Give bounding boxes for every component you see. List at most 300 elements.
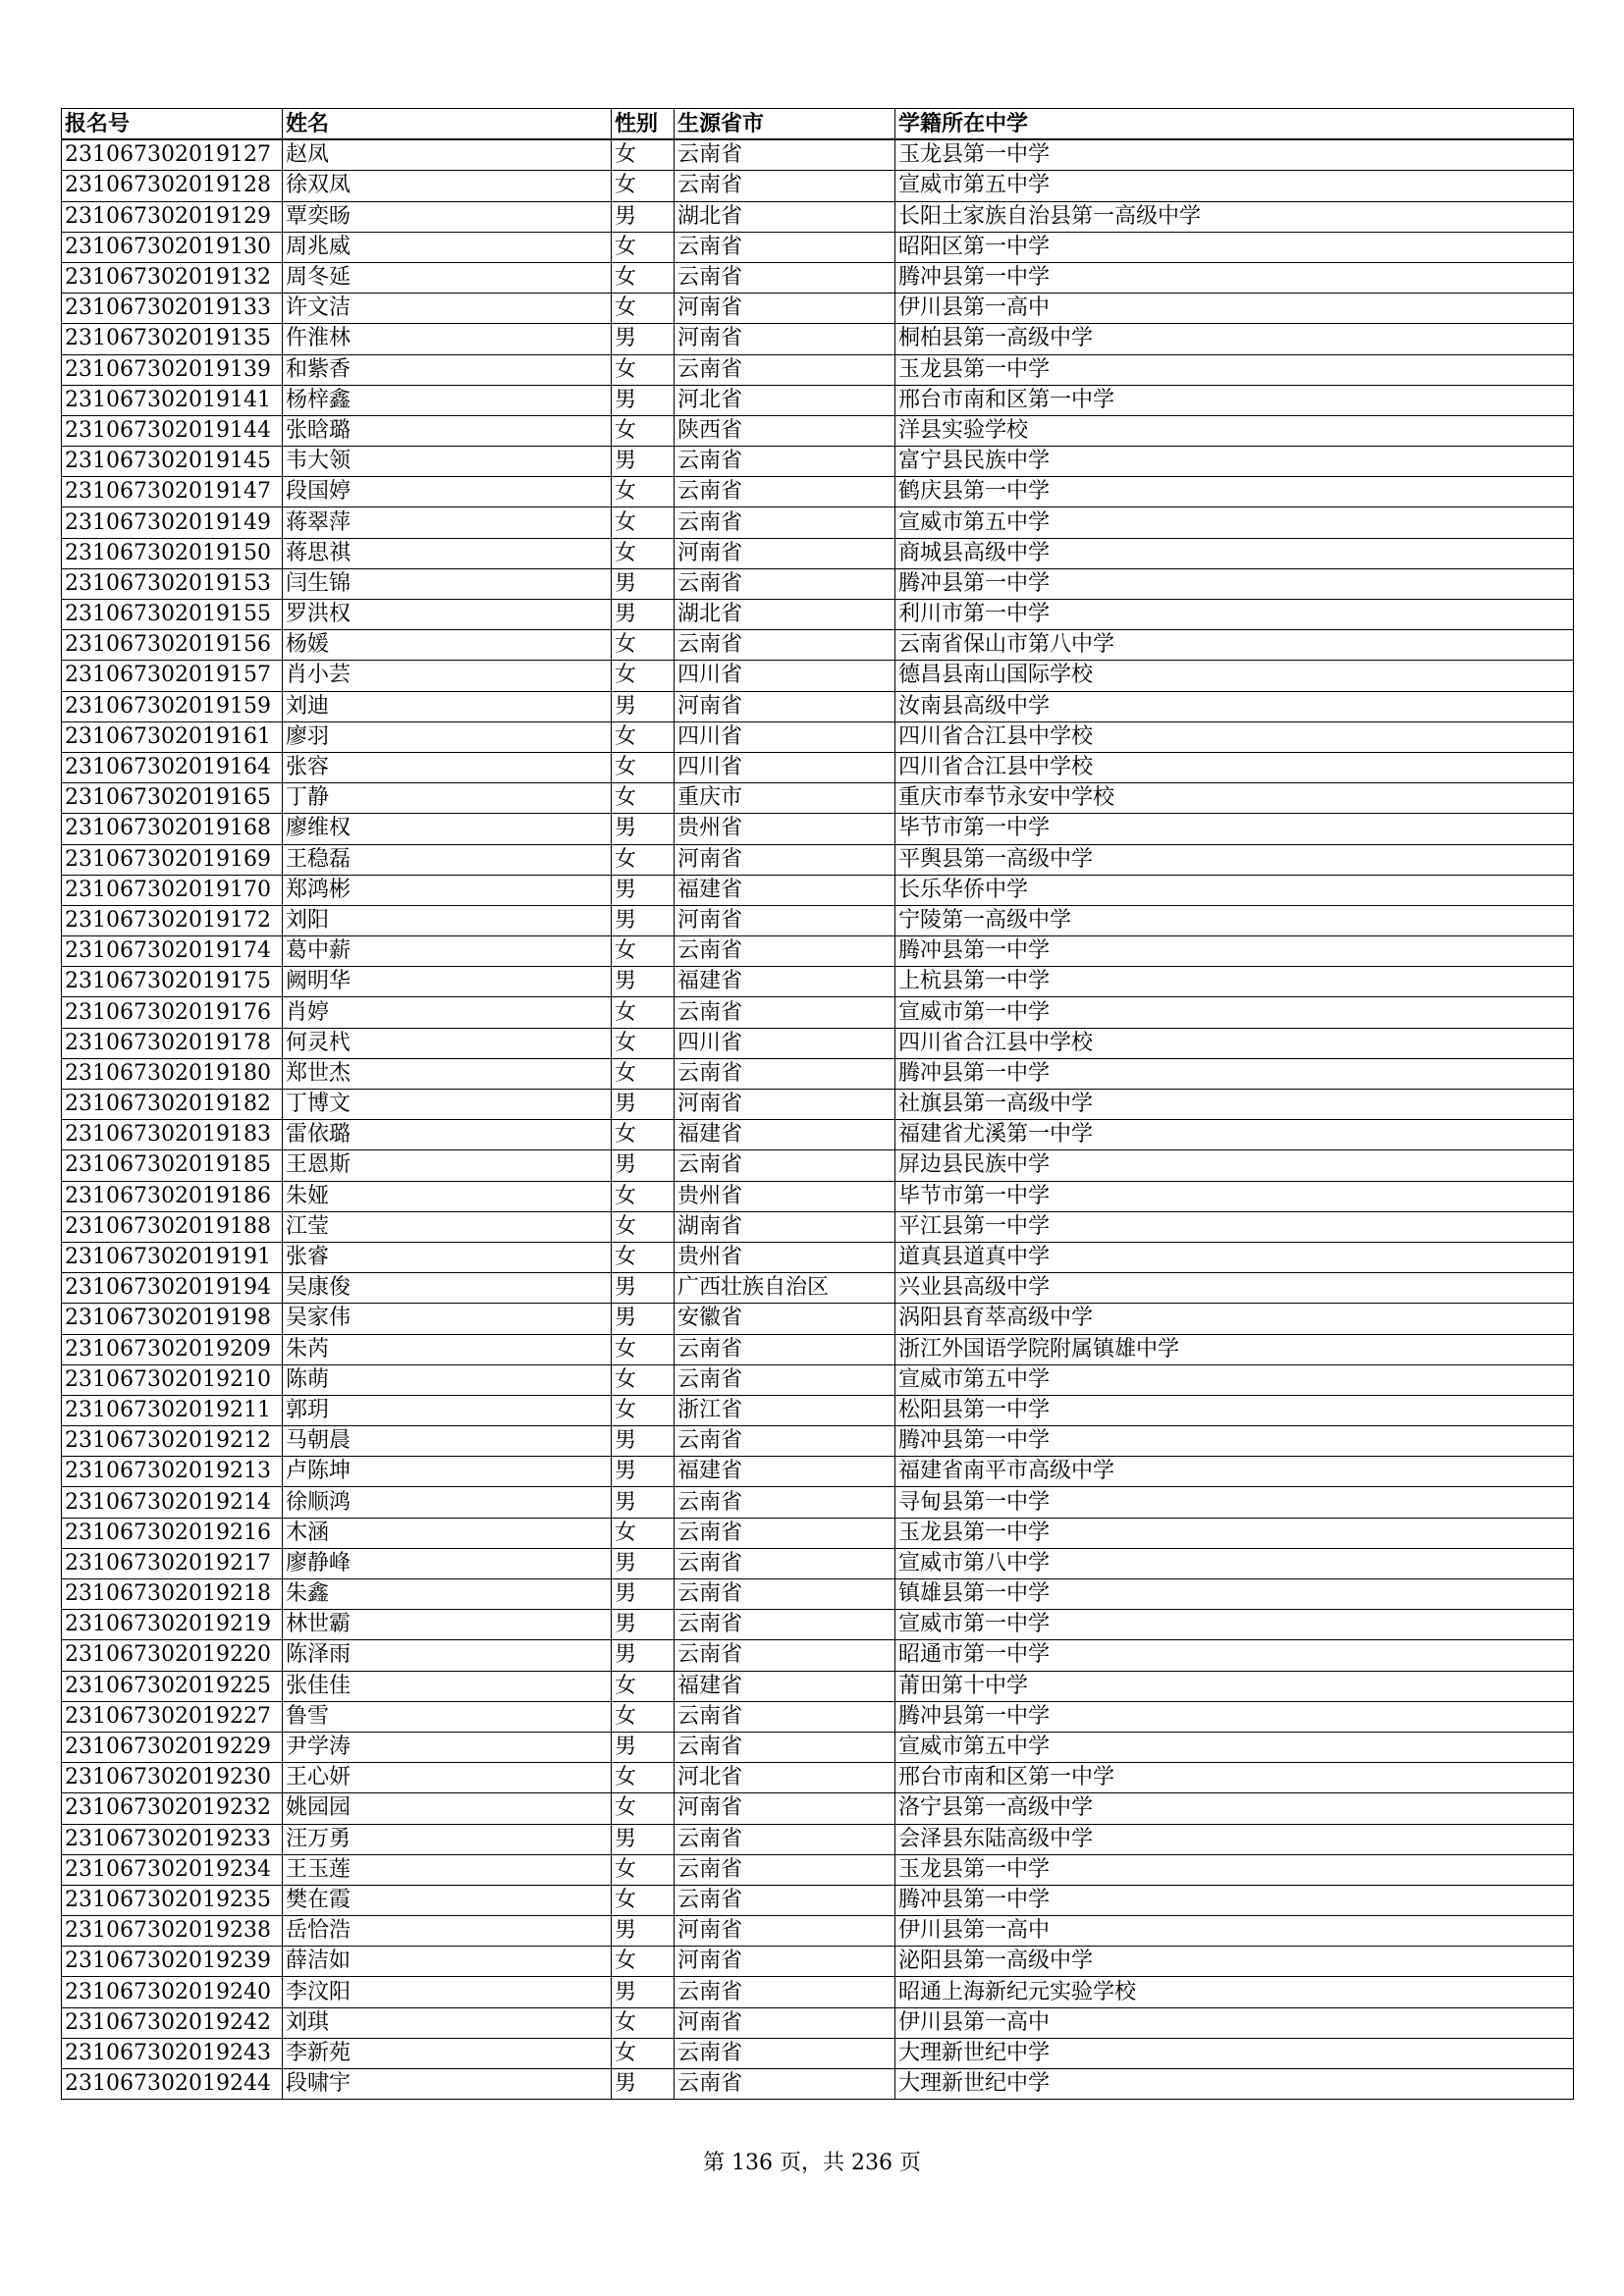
name-cell: 和紫香 <box>283 354 612 385</box>
registration-number-cell: 231067302019194 <box>62 1273 283 1304</box>
school-cell: 伊川县第一高中 <box>895 2007 1574 2038</box>
school-cell: 福建省南平市高级中学 <box>895 1457 1574 1487</box>
table-row <box>62 1304 1574 1334</box>
header-province: 生源省市 <box>675 109 895 140</box>
school-cell: 伊川县第一高中 <box>895 1916 1574 1947</box>
province-cell: 四川省 <box>675 661 895 691</box>
school-cell: 鹤庆县第一中学 <box>895 477 1574 507</box>
name-cell: 朱娅 <box>283 1181 612 1211</box>
school-cell: 长阳土家族自治县第一高级中学 <box>895 201 1574 232</box>
name-cell: 雷依璐 <box>283 1120 612 1150</box>
table-row <box>62 1273 1574 1304</box>
registration-number-cell: 231067302019191 <box>62 1242 283 1272</box>
school-cell: 昭通市第一中学 <box>895 1640 1574 1671</box>
province-cell: 云南省 <box>675 1150 895 1181</box>
registration-number-cell: 231067302019210 <box>62 1364 283 1395</box>
name-cell: 许文洁 <box>283 294 612 324</box>
registration-number-cell: 231067302019164 <box>62 752 283 782</box>
school-cell: 腾冲县第一中学 <box>895 1885 1574 1915</box>
name-cell: 蒋思祺 <box>283 538 612 568</box>
province-cell: 重庆市 <box>675 783 895 814</box>
province-cell: 云南省 <box>675 630 895 661</box>
province-cell: 贵州省 <box>675 1181 895 1211</box>
school-cell: 富宁县民族中学 <box>895 447 1574 477</box>
table-row <box>62 1150 1574 1181</box>
gender-cell: 男 <box>612 1977 675 2007</box>
table-row <box>62 691 1574 721</box>
gender-cell: 女 <box>612 1242 675 1272</box>
province-cell: 云南省 <box>675 2038 895 2068</box>
registration-number-cell: 231067302019178 <box>62 1028 283 1058</box>
gender-cell: 女 <box>612 1395 675 1425</box>
table-row <box>62 967 1574 997</box>
province-cell: 云南省 <box>675 568 895 599</box>
name-cell: 郭玥 <box>283 1395 612 1425</box>
table-row <box>62 568 1574 599</box>
registration-number-cell: 231067302019170 <box>62 875 283 905</box>
school-cell: 德昌县南山国际学校 <box>895 661 1574 691</box>
name-cell: 马朝晨 <box>283 1426 612 1457</box>
name-cell: 阙明华 <box>283 967 612 997</box>
registration-number-cell: 231067302019161 <box>62 721 283 752</box>
registration-number-cell: 231067302019233 <box>62 1824 283 1854</box>
province-cell: 河南省 <box>675 844 895 875</box>
gender-cell: 女 <box>612 1334 675 1364</box>
gender-cell: 女 <box>612 844 675 875</box>
registration-number-cell: 231067302019155 <box>62 600 283 630</box>
registration-number-cell: 231067302019219 <box>62 1610 283 1640</box>
name-cell: 江莹 <box>283 1211 612 1242</box>
table-row <box>62 171 1574 201</box>
registration-number-cell: 231067302019244 <box>62 2069 283 2100</box>
name-cell: 岳恰浩 <box>283 1916 612 1947</box>
table-row <box>62 661 1574 691</box>
gender-cell: 女 <box>612 171 675 201</box>
registration-number-cell: 231067302019212 <box>62 1426 283 1457</box>
name-cell: 蒋翠萍 <box>283 507 612 538</box>
table-row <box>62 262 1574 293</box>
gender-cell: 男 <box>612 385 675 415</box>
gender-cell: 女 <box>612 1181 675 1211</box>
registration-number-cell: 231067302019182 <box>62 1090 283 1120</box>
registration-number-cell: 231067302019153 <box>62 568 283 599</box>
gender-cell: 男 <box>612 2069 675 2100</box>
table-row <box>62 844 1574 875</box>
gender-cell: 女 <box>612 1028 675 1058</box>
name-cell: 赵凤 <box>283 139 612 171</box>
school-cell: 四川省合江县中学校 <box>895 1028 1574 1058</box>
registration-number-cell: 231067302019133 <box>62 294 283 324</box>
gender-cell: 女 <box>612 232 675 262</box>
name-cell: 吴康俊 <box>283 1273 612 1304</box>
province-cell: 贵州省 <box>675 1242 895 1272</box>
header-school: 学籍所在中学 <box>895 109 1574 140</box>
registration-number-cell: 231067302019183 <box>62 1120 283 1150</box>
registration-number-cell: 231067302019242 <box>62 2007 283 2038</box>
school-cell: 松阳县第一中学 <box>895 1395 1574 1425</box>
table-row <box>62 385 1574 415</box>
school-cell: 玉龙县第一中学 <box>895 139 1574 171</box>
registration-number-cell: 231067302019225 <box>62 1671 283 1701</box>
province-cell: 云南省 <box>675 354 895 385</box>
student-table <box>61 108 1574 2100</box>
province-cell: 浙江省 <box>675 1395 895 1425</box>
table-row <box>62 1977 1574 2007</box>
school-cell: 涡阳县育萃高级中学 <box>895 1304 1574 1334</box>
name-cell: 卢陈坤 <box>283 1457 612 1487</box>
province-cell: 云南省 <box>675 1854 895 1885</box>
table-row <box>62 1181 1574 1211</box>
table-row <box>62 1487 1574 1518</box>
gender-cell: 女 <box>612 630 675 661</box>
school-cell: 宣威市第五中学 <box>895 1732 1574 1762</box>
province-cell: 云南省 <box>675 1334 895 1364</box>
registration-number-cell: 231067302019149 <box>62 507 283 538</box>
name-cell: 吴家伟 <box>283 1304 612 1334</box>
table-row <box>62 324 1574 354</box>
name-cell: 仵淮林 <box>283 324 612 354</box>
registration-number-cell: 231067302019198 <box>62 1304 283 1334</box>
table-row <box>62 1334 1574 1364</box>
registration-number-cell: 231067302019216 <box>62 1518 283 1548</box>
province-cell: 云南省 <box>675 262 895 293</box>
registration-number-cell: 231067302019141 <box>62 385 283 415</box>
school-cell: 洛宁县第一高级中学 <box>895 1793 1574 1824</box>
name-cell: 段国婷 <box>283 477 612 507</box>
table-row <box>62 1763 1574 1793</box>
registration-number-cell: 231067302019186 <box>62 1181 283 1211</box>
school-cell: 浙江外国语学院附属镇雄中学 <box>895 1334 1574 1364</box>
table-row <box>62 1548 1574 1578</box>
registration-number-cell: 231067302019165 <box>62 783 283 814</box>
registration-number-cell: 231067302019150 <box>62 538 283 568</box>
name-cell: 丁博文 <box>283 1090 612 1120</box>
province-cell: 云南省 <box>675 936 895 967</box>
name-cell: 王稳磊 <box>283 844 612 875</box>
province-cell: 云南省 <box>675 1977 895 2007</box>
school-cell: 大理新世纪中学 <box>895 2069 1574 2100</box>
province-cell: 福建省 <box>675 1457 895 1487</box>
school-cell: 云南省保山市第八中学 <box>895 630 1574 661</box>
gender-cell: 女 <box>612 1763 675 1793</box>
name-cell: 鲁雪 <box>283 1701 612 1732</box>
registration-number-cell: 231067302019209 <box>62 1334 283 1364</box>
name-cell: 木涵 <box>283 1518 612 1548</box>
table-row <box>62 538 1574 568</box>
province-cell: 云南省 <box>675 997 895 1028</box>
table-row <box>62 294 1574 324</box>
table-row <box>62 721 1574 752</box>
school-cell: 腾冲县第一中学 <box>895 1426 1574 1457</box>
province-cell: 云南省 <box>675 507 895 538</box>
school-cell: 镇雄县第一中学 <box>895 1579 1574 1610</box>
registration-number-cell: 231067302019213 <box>62 1457 283 1487</box>
gender-cell: 女 <box>612 1518 675 1548</box>
province-cell: 云南省 <box>675 1610 895 1640</box>
table-row <box>62 1242 1574 1272</box>
registration-number-cell: 231067302019185 <box>62 1150 283 1181</box>
table-row <box>62 1395 1574 1425</box>
table-row <box>62 1793 1574 1824</box>
gender-cell: 女 <box>612 139 675 171</box>
table-row <box>62 1579 1574 1610</box>
name-cell: 刘阳 <box>283 905 612 935</box>
gender-cell: 男 <box>612 691 675 721</box>
province-cell: 云南省 <box>675 1579 895 1610</box>
province-cell: 福建省 <box>675 967 895 997</box>
table-row <box>62 1426 1574 1457</box>
gender-cell: 女 <box>612 2038 675 2068</box>
province-cell: 云南省 <box>675 1732 895 1762</box>
gender-cell: 女 <box>612 1885 675 1915</box>
registration-number-cell: 231067302019139 <box>62 354 283 385</box>
name-cell: 闫生锦 <box>283 568 612 599</box>
province-cell: 陕西省 <box>675 415 895 446</box>
name-cell: 郑鸿彬 <box>283 875 612 905</box>
page-footer: 第 136 页，共 236 页 <box>703 2151 921 2175</box>
province-cell: 云南省 <box>675 1548 895 1578</box>
province-cell: 四川省 <box>675 1028 895 1058</box>
gender-cell: 女 <box>612 1120 675 1150</box>
name-cell: 罗洪权 <box>283 600 612 630</box>
province-cell: 福建省 <box>675 875 895 905</box>
school-cell: 伊川县第一高中 <box>895 294 1574 324</box>
gender-cell: 男 <box>612 201 675 232</box>
table-row <box>62 630 1574 661</box>
gender-cell: 男 <box>612 905 675 935</box>
registration-number-cell: 231067302019172 <box>62 905 283 935</box>
table-row <box>62 1732 1574 1762</box>
name-cell: 薛洁如 <box>283 1947 612 1977</box>
gender-cell: 女 <box>612 507 675 538</box>
table-row <box>62 1120 1574 1150</box>
school-cell: 利川市第一中学 <box>895 600 1574 630</box>
registration-number-cell: 231067302019175 <box>62 967 283 997</box>
registration-number-cell: 231067302019234 <box>62 1854 283 1885</box>
gender-cell: 男 <box>612 875 675 905</box>
school-cell: 宣威市第五中学 <box>895 1364 1574 1395</box>
province-cell: 河南省 <box>675 2007 895 2038</box>
province-cell: 河南省 <box>675 324 895 354</box>
province-cell: 福建省 <box>675 1120 895 1150</box>
name-cell: 廖静峰 <box>283 1548 612 1578</box>
registration-number-cell: 231067302019230 <box>62 1763 283 1793</box>
province-cell: 四川省 <box>675 721 895 752</box>
school-cell: 长乐华侨中学 <box>895 875 1574 905</box>
school-cell: 桐柏县第一高级中学 <box>895 324 1574 354</box>
gender-cell: 男 <box>612 600 675 630</box>
province-cell: 贵州省 <box>675 814 895 844</box>
gender-cell: 男 <box>612 967 675 997</box>
table-row <box>62 447 1574 477</box>
gender-cell: 男 <box>612 1273 675 1304</box>
school-cell: 上杭县第一中学 <box>895 967 1574 997</box>
name-cell: 廖维权 <box>283 814 612 844</box>
province-cell: 河南省 <box>675 1090 895 1120</box>
gender-cell: 女 <box>612 1058 675 1089</box>
registration-number-cell: 231067302019159 <box>62 691 283 721</box>
table-row <box>62 1090 1574 1120</box>
province-cell: 云南省 <box>675 1426 895 1457</box>
registration-number-cell: 231067302019188 <box>62 1211 283 1242</box>
province-cell: 湖北省 <box>675 201 895 232</box>
school-cell: 邢台市南和区第一中学 <box>895 1763 1574 1793</box>
registration-number-cell: 231067302019129 <box>62 201 283 232</box>
table-row <box>62 1518 1574 1548</box>
gender-cell: 男 <box>612 447 675 477</box>
school-cell: 泌阳县第一高级中学 <box>895 1947 1574 1977</box>
school-cell: 昭通上海新纪元实验学校 <box>895 1977 1574 2007</box>
registration-number-cell: 231067302019169 <box>62 844 283 875</box>
province-cell: 河北省 <box>675 1763 895 1793</box>
gender-cell: 女 <box>612 1947 675 1977</box>
registration-number-cell: 231067302019127 <box>62 139 283 171</box>
province-cell: 河南省 <box>675 905 895 935</box>
name-cell: 陈泽雨 <box>283 1640 612 1671</box>
school-cell: 商城县高级中学 <box>895 538 1574 568</box>
gender-cell: 女 <box>612 1701 675 1732</box>
province-cell: 河北省 <box>675 385 895 415</box>
gender-cell: 男 <box>612 1090 675 1120</box>
name-cell: 张容 <box>283 752 612 782</box>
registration-number-cell: 231067302019229 <box>62 1732 283 1762</box>
name-cell: 韦大领 <box>283 447 612 477</box>
gender-cell: 女 <box>612 354 675 385</box>
name-cell: 杨梓鑫 <box>283 385 612 415</box>
registration-number-cell: 231067302019214 <box>62 1487 283 1518</box>
table-body <box>62 139 1574 2100</box>
gender-cell: 女 <box>612 936 675 967</box>
province-cell: 云南省 <box>675 232 895 262</box>
gender-cell: 男 <box>612 1916 675 1947</box>
school-cell: 宣威市第五中学 <box>895 507 1574 538</box>
province-cell: 云南省 <box>675 1701 895 1732</box>
name-cell: 尹学涛 <box>283 1732 612 1762</box>
registration-number-cell: 231067302019220 <box>62 1640 283 1671</box>
name-cell: 李新苑 <box>283 2038 612 2068</box>
name-cell: 徐顺鸿 <box>283 1487 612 1518</box>
registration-number-cell: 231067302019145 <box>62 447 283 477</box>
table-row <box>62 1701 1574 1732</box>
name-cell: 朱鑫 <box>283 1579 612 1610</box>
school-cell: 昭阳区第一中学 <box>895 232 1574 262</box>
school-cell: 兴业县高级中学 <box>895 1273 1574 1304</box>
province-cell: 河南省 <box>675 538 895 568</box>
gender-cell: 男 <box>612 1426 675 1457</box>
table-row <box>62 1640 1574 1671</box>
registration-number-cell: 231067302019147 <box>62 477 283 507</box>
province-cell: 云南省 <box>675 171 895 201</box>
name-cell: 朱芮 <box>283 1334 612 1364</box>
table-row <box>62 600 1574 630</box>
name-cell: 周兆威 <box>283 232 612 262</box>
registration-number-cell: 231067302019176 <box>62 997 283 1028</box>
table-row <box>62 2007 1574 2038</box>
school-cell: 四川省合江县中学校 <box>895 752 1574 782</box>
name-cell: 王玉莲 <box>283 1854 612 1885</box>
school-cell: 寻甸县第一中学 <box>895 1487 1574 1518</box>
school-cell: 宣威市第一中学 <box>895 1610 1574 1640</box>
table-row <box>62 2038 1574 2068</box>
table-row <box>62 1854 1574 1885</box>
registration-number-cell: 231067302019157 <box>62 661 283 691</box>
table-row <box>62 507 1574 538</box>
gender-cell: 男 <box>612 1640 675 1671</box>
table-row <box>62 1457 1574 1487</box>
name-cell: 覃奕旸 <box>283 201 612 232</box>
gender-cell: 女 <box>612 721 675 752</box>
name-cell: 段啸宇 <box>283 2069 612 2100</box>
province-cell: 湖北省 <box>675 600 895 630</box>
table-row <box>62 232 1574 262</box>
province-cell: 广西壮族自治区 <box>675 1273 895 1304</box>
name-cell: 王恩斯 <box>283 1150 612 1181</box>
name-cell: 李汶阳 <box>283 1977 612 2007</box>
registration-number-cell: 231067302019128 <box>62 171 283 201</box>
province-cell: 福建省 <box>675 1671 895 1701</box>
school-cell: 玉龙县第一中学 <box>895 1854 1574 1885</box>
table-row <box>62 477 1574 507</box>
province-cell: 云南省 <box>675 139 895 171</box>
name-cell: 葛中薪 <box>283 936 612 967</box>
name-cell: 周冬延 <box>283 262 612 293</box>
registration-number-cell: 231067302019239 <box>62 1947 283 1977</box>
province-cell: 河南省 <box>675 1793 895 1824</box>
province-cell: 云南省 <box>675 1058 895 1089</box>
name-cell: 张睿 <box>283 1242 612 1272</box>
name-cell: 何灵杙 <box>283 1028 612 1058</box>
school-cell: 腾冲县第一中学 <box>895 1058 1574 1089</box>
gender-cell: 男 <box>612 568 675 599</box>
name-cell: 姚园园 <box>283 1793 612 1824</box>
gender-cell: 女 <box>612 661 675 691</box>
table-row <box>62 875 1574 905</box>
name-cell: 刘琪 <box>283 2007 612 2038</box>
table-row <box>62 814 1574 844</box>
gender-cell: 女 <box>612 2007 675 2038</box>
table-row <box>62 1058 1574 1089</box>
gender-cell: 女 <box>612 752 675 782</box>
table-row <box>62 1671 1574 1701</box>
table-row <box>62 415 1574 446</box>
school-cell: 毕节市第一中学 <box>895 1181 1574 1211</box>
table-row <box>62 2069 1574 2100</box>
gender-cell: 女 <box>612 1793 675 1824</box>
registration-number-cell: 231067302019174 <box>62 936 283 967</box>
province-cell: 云南省 <box>675 1640 895 1671</box>
school-cell: 社旗县第一高级中学 <box>895 1090 1574 1120</box>
province-cell: 云南省 <box>675 447 895 477</box>
school-cell: 腾冲县第一中学 <box>895 936 1574 967</box>
gender-cell: 男 <box>612 1579 675 1610</box>
table-row <box>62 783 1574 814</box>
registration-number-cell: 231067302019168 <box>62 814 283 844</box>
school-cell: 毕节市第一中学 <box>895 814 1574 844</box>
school-cell: 大理新世纪中学 <box>895 2038 1574 2068</box>
gender-cell: 男 <box>612 1732 675 1762</box>
gender-cell: 女 <box>612 294 675 324</box>
table-row <box>62 752 1574 782</box>
registration-number-cell: 231067302019132 <box>62 262 283 293</box>
gender-cell: 女 <box>612 1671 675 1701</box>
registration-number-cell: 231067302019156 <box>62 630 283 661</box>
table-row <box>62 905 1574 935</box>
gender-cell: 男 <box>612 814 675 844</box>
name-cell: 郑世杰 <box>283 1058 612 1089</box>
table-row <box>62 1028 1574 1058</box>
gender-cell: 女 <box>612 415 675 446</box>
province-cell: 云南省 <box>675 1364 895 1395</box>
